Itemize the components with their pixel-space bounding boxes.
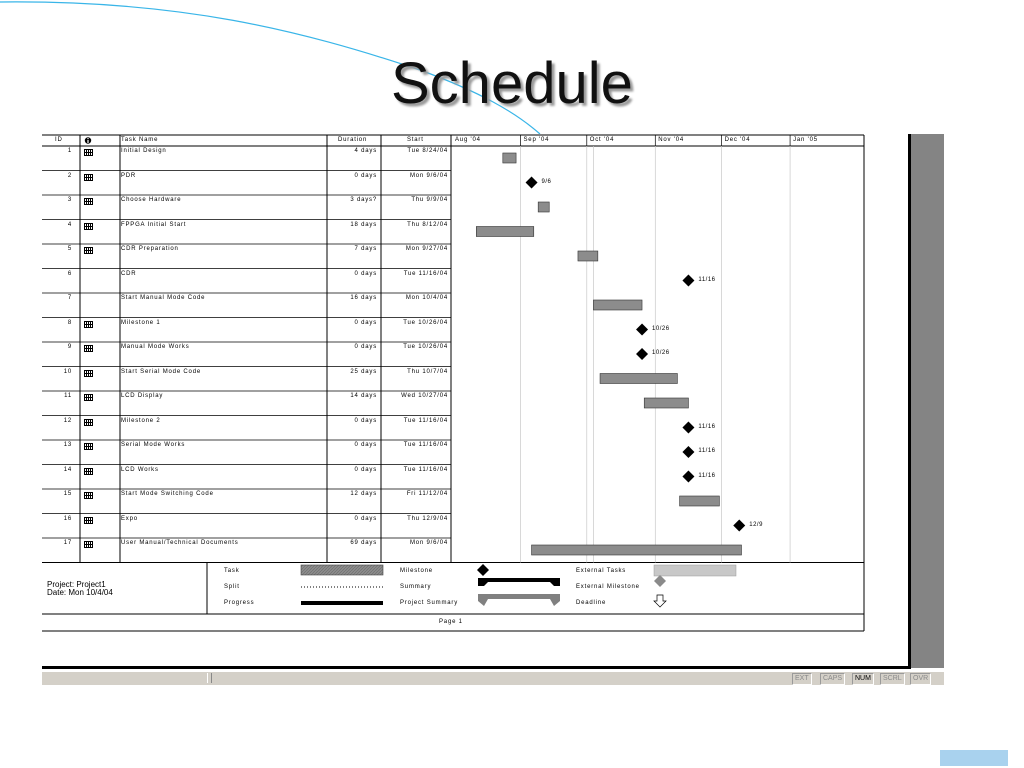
- task-duration: 0 days: [354, 515, 377, 522]
- task-bar[interactable]: [644, 398, 688, 408]
- task-start: Thu 8/12/04: [407, 221, 448, 228]
- slide-accent-tab: [940, 750, 1008, 766]
- milestone-diamond[interactable]: [636, 348, 648, 360]
- milestone-diamond[interactable]: [636, 324, 648, 336]
- legend-milestone-symbol: [477, 564, 489, 576]
- task-id: 2: [67, 172, 72, 179]
- task-id: 6: [67, 270, 72, 277]
- task-bar[interactable]: [476, 227, 533, 237]
- task-start: Fri 11/12/04: [406, 491, 448, 497]
- task-start: Mon 9/27/04: [405, 246, 448, 252]
- task-bar[interactable]: [680, 496, 720, 506]
- task-duration: 25 days: [350, 368, 377, 375]
- task-duration: 12 days: [350, 491, 377, 497]
- task-id: 5: [67, 246, 72, 252]
- task-name: PDR: [121, 172, 137, 179]
- task-duration: 0 days: [354, 172, 377, 179]
- task-bar[interactable]: [593, 300, 642, 310]
- task-duration: 14 days: [350, 393, 377, 399]
- legend-external-tasks-symbol: [654, 565, 736, 576]
- task-duration: 0 days: [354, 319, 377, 326]
- task-name: LCD Works: [121, 466, 159, 473]
- month-label: Jan '05: [793, 137, 818, 143]
- task-name: Milestone 1: [121, 319, 161, 326]
- task-name: Choose Hardware: [121, 197, 182, 203]
- task-start: Mon 10/4/04: [405, 295, 448, 301]
- page-number: Page 1: [439, 619, 463, 625]
- milestone-date-label: 10/26: [652, 325, 670, 332]
- task-bar[interactable]: [600, 374, 677, 384]
- task-bar[interactable]: [538, 202, 549, 212]
- task-start: Tue 11/16/04: [403, 270, 448, 277]
- task-name: Manual Mode Works: [121, 344, 190, 350]
- task-start: Wed 10/27/04: [401, 393, 448, 399]
- task-start: Tue 11/16/04: [403, 442, 448, 448]
- task-duration: 3 days?: [350, 197, 377, 203]
- task-duration: 69 days: [350, 540, 377, 546]
- task-start: Tue 8/24/04: [407, 148, 448, 154]
- gantt-marks: [476, 153, 745, 555]
- status-bar: [42, 671, 944, 685]
- task-name: Serial Mode Works: [121, 442, 186, 448]
- legend-deadline-label: Deadline: [576, 600, 607, 606]
- window-background: [909, 134, 944, 668]
- milestone-diamond[interactable]: [733, 520, 745, 532]
- calendar-icon: [84, 198, 93, 205]
- legend-project: Project: Project1: [47, 580, 106, 589]
- task-duration: 0 days: [354, 417, 377, 424]
- status-ovr: OVR: [910, 673, 931, 685]
- milestone-date-label: 10/26: [652, 350, 670, 356]
- month-label: Oct '04: [589, 137, 615, 143]
- calendar-icon: [84, 149, 93, 156]
- milestone-diamond[interactable]: [526, 177, 538, 189]
- calendar-icon: [84, 492, 93, 499]
- legend-date: Date: Mon 10/4/04: [47, 588, 113, 597]
- task-name: User Manual/Technical Documents: [121, 540, 239, 546]
- month-label: Nov '04: [658, 137, 685, 143]
- task-name: Start Manual Mode Code: [121, 295, 206, 301]
- task-id: 3: [67, 197, 72, 203]
- task-id: 9: [67, 344, 72, 350]
- calendar-icon: [84, 517, 93, 524]
- task-duration: 18 days: [350, 221, 377, 228]
- legend-split-label: Split: [224, 584, 240, 590]
- header-id: ID: [55, 137, 63, 143]
- task-name: Milestone 2: [121, 417, 161, 424]
- task-duration: 0 days: [354, 442, 377, 448]
- task-name: Initial Design: [121, 148, 167, 154]
- header-start: Start: [407, 137, 424, 143]
- status-ext: EXT: [792, 673, 812, 685]
- task-start: Tue 11/16/04: [403, 466, 448, 473]
- task-name: FPPGA Initial Start: [121, 221, 187, 228]
- task-name: LCD Display: [121, 393, 164, 399]
- calendar-icon: [84, 468, 93, 475]
- gantt-grid: [42, 135, 864, 631]
- calendar-icon: [84, 174, 93, 181]
- legend-summary-symbol: [478, 578, 560, 586]
- task-duration: 7 days: [354, 246, 377, 252]
- task-start: Thu 12/9/04: [407, 515, 448, 522]
- milestone-date-label: 9/6: [541, 178, 552, 185]
- task-name: CDR Preparation: [121, 246, 179, 252]
- task-duration: 4 days: [354, 148, 377, 154]
- legend-external-milestone-label: External Milestone: [576, 584, 640, 590]
- status-grip[interactable]: [207, 673, 212, 683]
- task-id: 11: [64, 393, 72, 399]
- gantt-sheet: [42, 134, 911, 669]
- task-start: Mon 9/6/04: [409, 172, 448, 179]
- legend-symbols: [42, 559, 908, 619]
- calendar-icon: [84, 394, 93, 401]
- task-name: CDR: [121, 270, 137, 277]
- calendar-icon: [84, 443, 93, 450]
- milestone-date-label: 11/16: [698, 276, 716, 283]
- milestone-date-label: 12/9: [749, 521, 763, 528]
- task-id: 10: [63, 368, 72, 375]
- calendar-icon: [84, 247, 93, 254]
- task-duration: 0 days: [354, 270, 377, 277]
- milestone-diamond[interactable]: [682, 422, 694, 434]
- legend-task-symbol: [301, 565, 383, 575]
- milestone-date-label: 11/16: [698, 423, 716, 430]
- task-bar[interactable]: [532, 545, 742, 555]
- task-id: 16: [63, 515, 72, 522]
- task-id: 8: [67, 319, 72, 326]
- task-id: 17: [63, 540, 72, 546]
- task-id: 15: [63, 491, 72, 497]
- legend-external-tasks-label: External Tasks: [576, 568, 627, 574]
- task-id: 4: [67, 221, 72, 228]
- task-start: Thu 10/7/04: [407, 368, 448, 375]
- legend-project-summary-symbol: [478, 594, 560, 606]
- task-duration: 0 days: [354, 466, 377, 473]
- milestone-diamond[interactable]: [682, 275, 694, 287]
- task-start: Thu 9/9/04: [411, 197, 448, 203]
- status-scrl: SCRL: [880, 673, 905, 685]
- month-label: Dec '04: [724, 137, 751, 143]
- task-name: Expo: [121, 515, 138, 522]
- calendar-icon: [84, 223, 93, 230]
- legend-deadline-symbol: [654, 595, 666, 607]
- header-task-name: Task Name: [121, 137, 159, 143]
- task-id: 7: [67, 295, 72, 301]
- task-id: 14: [63, 466, 72, 473]
- month-label: Sep '04: [523, 137, 550, 143]
- status-num: NUM: [852, 673, 874, 685]
- info-icon: [84, 137, 92, 144]
- calendar-icon: [84, 345, 93, 352]
- calendar-icon: [84, 419, 93, 426]
- month-label: Aug '04: [455, 137, 481, 143]
- task-start: Mon 9/6/04: [409, 540, 448, 546]
- task-start: Tue 10/26/04: [403, 344, 448, 350]
- legend-progress-label: Progress: [224, 600, 255, 606]
- milestone-diamond[interactable]: [682, 471, 694, 483]
- task-id: 12: [63, 417, 72, 424]
- slide-title: Schedule: [391, 51, 633, 116]
- task-duration: 0 days: [354, 344, 377, 350]
- task-duration: 16 days: [350, 295, 377, 301]
- milestone-diamond[interactable]: [682, 446, 694, 458]
- task-name: Start Mode Switching Code: [121, 491, 214, 497]
- calendar-icon: [84, 370, 93, 377]
- header-duration: Duration: [338, 137, 368, 143]
- calendar-icon: [84, 321, 93, 328]
- legend-milestone-label: Milestone: [400, 568, 433, 574]
- task-id: 13: [63, 442, 72, 448]
- calendar-icon: [84, 541, 93, 548]
- milestone-date-label: 11/16: [698, 448, 716, 454]
- task-start: Tue 10/26/04: [403, 319, 448, 326]
- task-bar[interactable]: [503, 153, 516, 163]
- milestone-date-label: 11/16: [698, 472, 716, 479]
- legend-project-summary-label: Project Summary: [400, 600, 459, 606]
- legend-external-milestone-symbol: [654, 575, 666, 587]
- legend-summary-label: Summary: [400, 584, 432, 590]
- task-bar[interactable]: [578, 251, 598, 261]
- legend-task-label: Task: [224, 568, 240, 574]
- task-id: 1: [67, 148, 72, 154]
- task-start: Tue 11/16/04: [403, 417, 448, 424]
- legend-progress-symbol: [301, 601, 383, 605]
- status-caps: CAPS: [820, 673, 845, 685]
- task-name: Start Serial Mode Code: [121, 368, 201, 375]
